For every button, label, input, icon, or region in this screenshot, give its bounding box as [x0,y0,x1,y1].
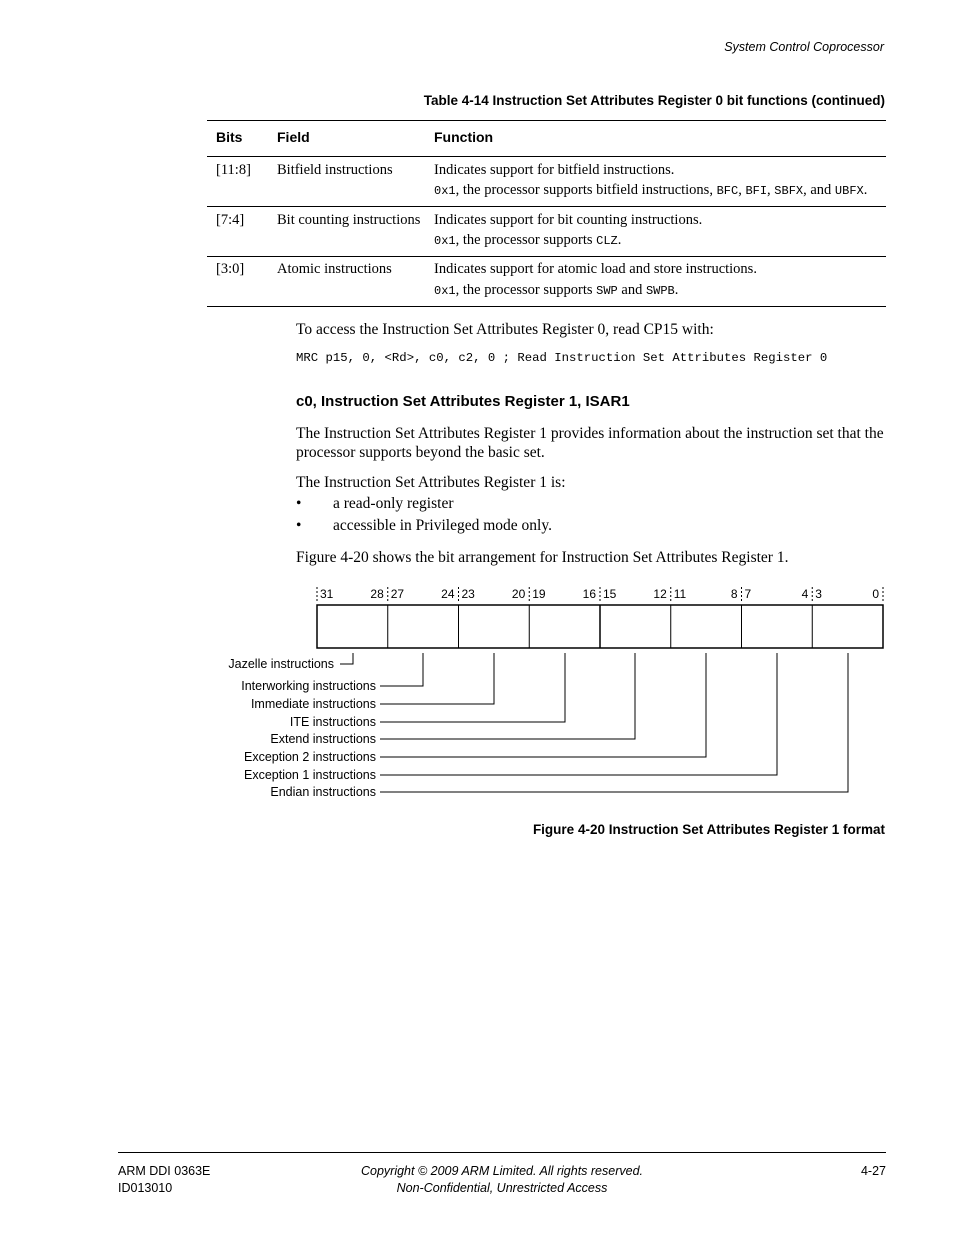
bit-position-label: 0 [872,587,879,601]
figure-reference-paragraph: Figure 4-20 shows the bit arrangement for Instruction Set Attributes Register 1. [296,549,789,566]
code-example: MRC p15, 0, <Rd>, c0, c2, 0 ; Read Instruction Set Attributes Register 0 [296,351,828,365]
bit-position-label: 7 [744,587,752,601]
text-run: and [617,282,646,298]
text-run: . [674,282,679,298]
bit-position-label: 20 [511,587,526,601]
code-token: CLZ [596,234,618,248]
text-run: . [617,232,622,248]
code-token: UBFX [834,184,864,198]
column-header-bits: Bits [216,129,243,145]
bit-position-label: 31 [320,587,334,601]
field-label: Interworking instructions [241,679,376,693]
table-row-rule [207,206,886,207]
field-dividers [388,605,813,648]
section-heading: c0, Instruction Set Attributes Register 1, ISAR1 [296,393,630,410]
leader-line [380,653,494,704]
bit-position-label: 24 [441,587,455,601]
footer-rule [118,1152,886,1153]
field-label: Exception 2 instructions [243,750,376,764]
table-cell-function: Indicates support for atomic load and store instructions. [434,261,757,277]
bit-position-label: 12 [653,587,667,601]
text-run: , the processor supports bitfield instructions, [455,182,717,198]
table-cell-field: Bit counting instructions [277,212,421,228]
bit-dividers [317,587,883,602]
table-cell-function-detail [434,280,678,301]
figure-caption: Figure 4-20 Instruction Set Attributes Register 1 format [532,822,885,837]
table-header-rule [207,156,886,157]
code-token: BFI [745,184,768,198]
bit-position-label: 15 [603,587,617,601]
table-caption: Table 4-14 Instruction Set Attributes Register 0 bit functions (continued) [423,93,885,108]
leader-line [380,653,423,686]
bullet-marker: • [296,517,302,534]
text-run: . [863,182,868,198]
text-run: , [738,182,746,198]
field-label: Exception 1 instructions [243,768,376,782]
bullet-item: a read-only register [333,495,454,512]
bit-position-label: 3 [815,587,822,601]
field-label: Immediate instructions [250,697,376,711]
leader-lines [340,653,848,792]
bit-position-label: 19 [532,587,546,601]
table-cell-bits: [7:4] [216,212,245,228]
table-top-rule [207,120,886,121]
leader-line [380,653,706,757]
leader-line [380,653,565,722]
table-cell-function-detail [434,180,867,201]
column-header-function: Function [434,129,494,145]
running-header: System Control Coprocessor [724,40,884,54]
field-label: Jazelle instructions [228,657,334,671]
table-row-rule [207,256,886,257]
bit-position-label: 4 [801,587,809,601]
code-token: SBFX [774,184,804,198]
confidentiality-notice: Non-Confidential, Unrestricted Access [396,1181,608,1195]
table-bottom-rule [207,306,886,307]
field-label: ITE instructions [289,715,376,729]
access-paragraph: To access the Instruction Set Attributes Register 0, read CP15 with: [296,321,714,338]
text-run: , and [803,182,835,198]
register-box [317,605,883,648]
text-run: , [767,182,775,198]
table-cell-bits: [11:8] [216,162,251,178]
table-cell-function: Indicates support for bitfield instructions. [434,162,675,178]
field-labels [228,657,376,799]
leader-line [340,653,353,664]
table-cell-bits: [3:0] [216,261,245,277]
text-run: , the processor supports [455,282,597,298]
bit-position-label: 11 [673,587,687,601]
bit-position-label: 16 [582,587,596,601]
leader-line [380,653,848,792]
bullet-marker: • [296,495,302,512]
code-token: SWPB [645,284,675,298]
code-token: SWP [596,284,618,298]
bit-labels [320,587,879,601]
code-token: BFC [716,184,739,198]
bit-position-label: 27 [390,587,405,601]
copyright-notice: Copyright © 2009 ARM Limited. All rights reserved. [360,1164,643,1178]
document-id: ARM DDI 0363E [118,1164,211,1178]
bit-position-label: 8 [730,587,738,601]
leader-line [380,653,777,775]
code-token: 0x1 [434,184,456,198]
table-cell-function-detail [434,230,621,251]
text-run: , the processor supports [455,232,597,248]
table-cell-field: Bitfield instructions [277,162,393,178]
code-token: 0x1 [434,234,456,248]
intro-paragraph: The Instruction Set Attributes Register 1 provides information about the instruction set that the processor supports beyond the basic set. [296,425,884,461]
issue-id: ID013010 [118,1181,173,1195]
field-label: Endian instructions [270,785,376,799]
column-header-field: Field [277,129,310,145]
table-cell-function: Indicates support for bit counting instructions. [434,212,703,228]
bit-position-label: 23 [461,587,475,601]
code-token: 0x1 [434,284,456,298]
register-is-paragraph: The Instruction Set Attributes Register 1 is: [296,474,566,491]
leader-line [380,653,635,739]
page-number: 4-27 [860,1164,886,1178]
table-cell-field: Atomic instructions [277,261,392,277]
bullet-item: accessible in Privileged mode only. [333,517,552,534]
field-label: Extend instructions [270,732,376,746]
bit-position-label: 28 [370,587,384,601]
